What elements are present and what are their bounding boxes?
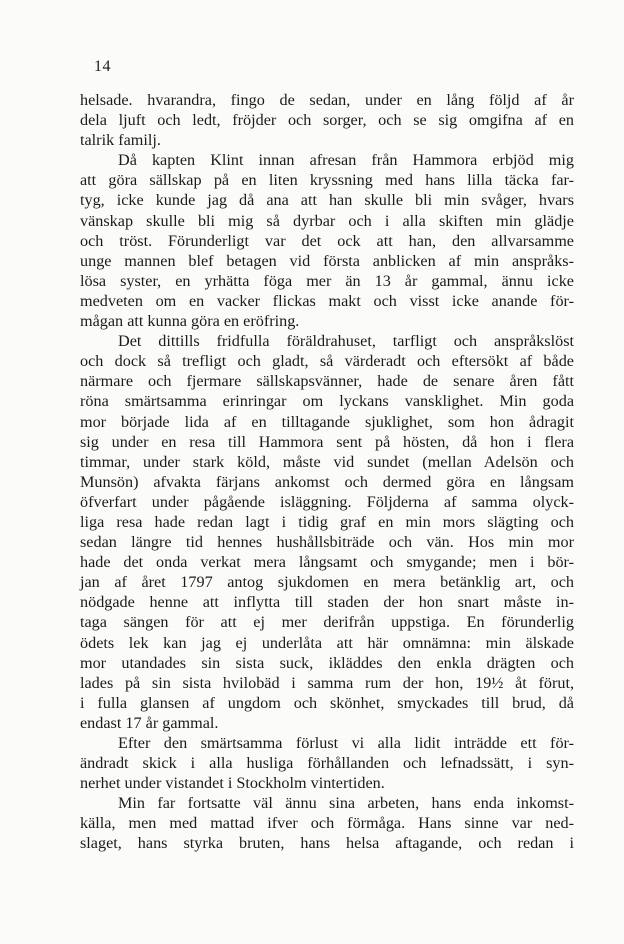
text-line: öfverfart under pågående isläggning. Följderna af samma olyck- (80, 492, 574, 511)
text-line: och tröst. Förunderligt var det ock att han, den allvarsamme (80, 231, 574, 250)
text-line: lösa syster, en yrhätta föga mer än 13 år gammal, ännu icke (80, 271, 574, 290)
text-line: att göra sällskap på en liten kryssning med hans lilla täcka far- (80, 171, 574, 190)
text-line: talrik familj. (80, 131, 161, 150)
text-line: mågan att kunna göra en eröfring. (80, 312, 300, 331)
text-line: medveten om en vacker flickas makt och visst icke anande för- (80, 291, 574, 310)
paragraph (80, 733, 574, 793)
paragraph (80, 331, 574, 733)
text-line: lades på sin sista hvilobäd i samma rum der hon, 19½ åt förut, (80, 673, 574, 692)
text-line: timmar, under stark köld, måste vid sundet (mellan Adelsön och (80, 452, 574, 471)
text-line: sig under en resa till Hammora sent på hösten, då hon i flera (80, 432, 574, 451)
body-text (80, 90, 574, 854)
text-line: Det dittills fridfulla föräldrahuset, tarfligt och anspråkslöst (118, 332, 574, 351)
text-line: Då kapten Klint innan afresan från Hammora erbjöd mig (118, 151, 574, 170)
text-line: nödgade henne att inflytta till staden der hon snart måste in- (80, 593, 574, 612)
text-line: slaget, hans styrka bruten, hans helsa aftagande, och redan i (80, 834, 574, 853)
paragraph (80, 150, 574, 331)
text-line: unge mannen blef betagen vid första anblicken af min anspråks- (80, 251, 574, 270)
text-line: vänskap skulle bli mig så dyrbar och i alla skiften min glädje (80, 211, 574, 230)
text-line: röna smärtsamma erinringar om lyckans vansklighet. Min goda (80, 392, 574, 411)
text-line: hade det onda verkat mera långsamt och smygande; men i bör- (80, 553, 574, 572)
text-line: taga sängen för att ej mer derifrån uppstiga. En förunderlig (80, 613, 574, 632)
text-line: källa, men med mattad ifver och förmåga. Hans sinne var ned- (80, 814, 574, 833)
page-number: 14 (94, 58, 111, 75)
text-line: endast 17 år gammal. (80, 713, 219, 732)
text-line: nerhet under vistandet i Stockholm vintertiden. (80, 774, 385, 793)
text-line: Min far fortsatte väl ännu sina arbeten, hans enda inkomst- (118, 794, 574, 813)
text-line: Efter den smärtsamma förlust vi alla lidit inträdde ett för- (118, 734, 574, 752)
text-line: och dock så trefligt och gladt, så värderadt och eftersökt af både (80, 352, 574, 371)
text-line: dela ljuft och ledt, fröjder och sorger, och se sig omgifna af en (80, 111, 574, 130)
text-line: jan af året 1797 antog sjukdomen en mera betänklig art, och (80, 573, 574, 592)
paragraph (80, 90, 574, 150)
text-line: mor utandades sin sista suck, ikläddes den enkla drägten och (80, 653, 574, 672)
text-line: i fulla glansen af ungdom och skönhet, smyckades till brud, då (80, 693, 574, 712)
text-line: ändradt skick i alla husliga förhållanden och lefnadssätt, i syn- (80, 754, 574, 773)
text-line: helsade. hvarandra, fingo de sedan, under en lång följd af år (80, 91, 574, 109)
text-line: liga resa hade redan lagt i tidig graf en min mors slägting och (80, 512, 574, 531)
text-line: tyg, icke kunde jag då ana att han skulle bli min svåger, hvars (80, 191, 574, 210)
paragraph (80, 793, 574, 853)
text-line: ödets lek kan jag ej underlåta att här omnämna: min älskade (80, 633, 574, 652)
text-line: närmare och fjermare sällskapsvänner, hade de senare åren fått (80, 372, 574, 391)
text-line: mor började lida af en tilltagande sjuklighet, som hon ådragit (80, 412, 574, 431)
text-line: Munsön) afvakta färjans ankomst och dermed göra en långsam (80, 472, 574, 491)
text-line: sedan längre tid hennes hushållsbiträde och vän. Hos min mor (80, 533, 574, 552)
